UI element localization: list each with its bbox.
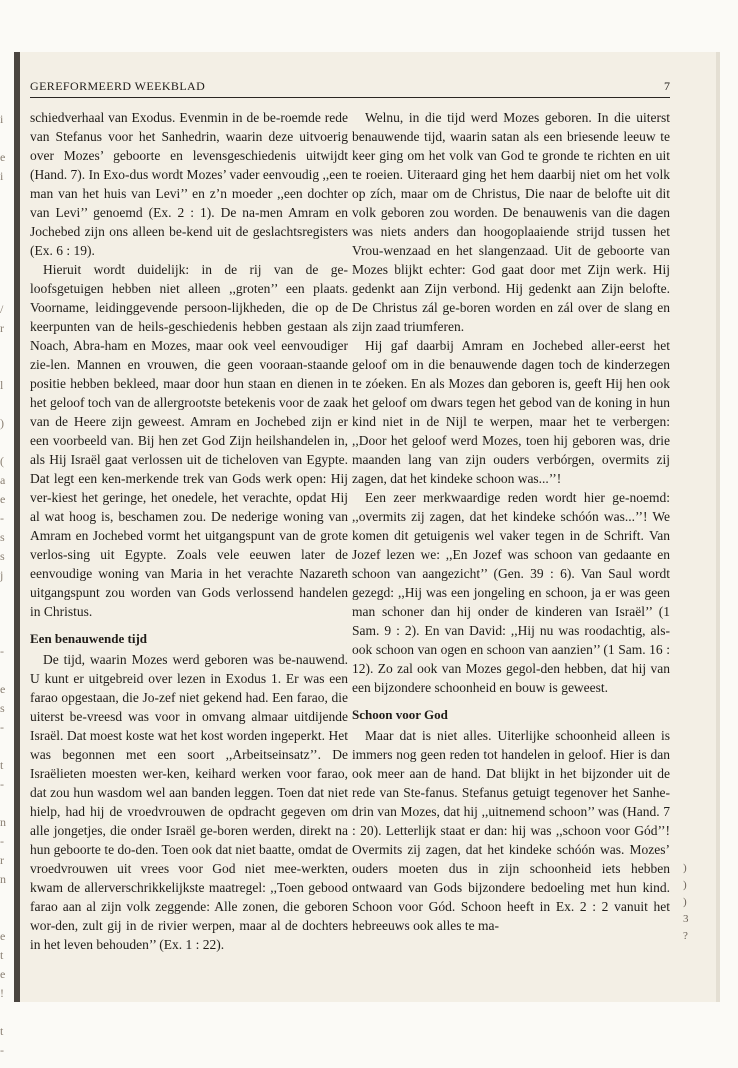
bleed-fragment: ) [683,879,687,891]
header-rule [30,97,670,98]
bleed-fragment: e [0,682,6,696]
paragraph: De tijd, waarin Mozes werd geboren was be-nauwend. U kunt er uitgebreid over lezen in Exodus 1. Er was een farao opgestaan, die Jo-zef niet gekend had. Een farao, die uiterst be-vreesd was voor in omvang almaar uitdijende Israël. Dat moest koste wat het kost worden ingeperkt. Het was begonnen met een soort ,,Arbeitseinsatz’’. De Israëlieten moesten wer-ken, keihard werken voor farao, dat zou hun wasdom wel aan banden leggen. Toen dat niet hielp, had hij de vroedvrouwen de opdracht gegeven om alle jongetjes, die onder Israël ge-boren werden, direkt na hun geboorte te do-den. Toen ook dat niet baatte, omdat de vroedvrouwen uit vrees voor God niet mee-werkten, kwam de allerverschrikkelijkste maatregel: ,,Toen gebood farao aan al zijn volk zeggende: Alle zonen, die geboren wor-den, zult gij in de rivier werpen, maar al de dochters in het leven behouden’’ (Ex. 1 : 22). [30,652,348,952]
bleed-fragment: - [0,644,4,658]
bleed-fragment [0,224,14,243]
paragraph: Hij gaf daarbij Amram en Jochebed aller-eerst het geloof om in die benauwende dagen toch de kinderzegen te zóeken. En als Mozes dan geboren is, geeft Hij hen ook het geloof om dwars tegen het gebod van de koning in hun kind niet in de Nijl te werpen, maar het te verbergen: ,,Door het geloof werd Mozes, toen hij geboren was, drie maanden lang van zijn ouders verbórgen, overmits zij zagen, dat het kindeke schoon was...’’! [352,338,670,486]
bleed-fragment: ) [683,896,687,908]
page-edge-shadow [716,52,720,1002]
bleed-fragment [0,1003,14,1022]
bleed-fragment: / [0,302,4,316]
bleed-fragment: r [0,321,4,335]
bleed-fragment: r [0,853,4,867]
bleed-fragment: - [0,720,4,734]
bleed-fragment: a [0,473,6,487]
bleed-fragment: ( [0,454,4,468]
bleed-fragment: s [0,701,5,715]
bleed-fragment [0,623,14,642]
bleed-fragment: ) [0,416,4,430]
bleed-fragment [0,908,14,927]
bleed-fragment: - [0,834,4,848]
bleed-fragment [0,395,14,414]
next-page-bleed [683,860,693,945]
bleed-fragment: i [0,169,4,183]
bleed-fragment [0,205,14,224]
right-column [352,108,670,935]
bleed-fragment: ! [0,986,4,1000]
bleed-fragment: 3 [683,913,689,925]
bleed-fragment: t [0,758,4,772]
section-heading: Schoon voor God [352,707,448,722]
section-heading: Een benauwende tijd [30,631,148,646]
paragraph: schiedverhaal van Exodus. Evenmin in de be-roemde rede van Stefanus voor het Sanhedrin, waarin deze uitvoerig over Mozes’ geboorte en levensgeschiedenis uitwijdt (Hand. 7). In Exo-dus wordt Mozes’ vader eenvoudig ,,een man van het huis van Levi’’ en z’n moeder ,,een dochter van Levi’’ genoemd (Ex. 2 : 1). De na-men Amram en Jochebed zijn ons alleen be-kend uit de geslachtsregisters (Ex. 6 : 19). [30,110,348,258]
bleed-fragment: - [0,1043,4,1057]
bleed-fragment [0,357,14,376]
binding-gutter [14,52,20,1002]
bleed-fragment: e [0,967,6,981]
bleed-fragment [0,281,14,300]
bleed-fragment [0,889,14,908]
bleed-fragment: t [0,948,4,962]
bleed-fragment: s [0,549,5,563]
paragraph: Maar dat is niet alles. Uiterlijke schoonheid alleen is immers nog geen reden tot handelen in geloof. Hier is dan ook meer aan de hand. Dat blijkt in het bijzonder uit de rede van Ste-fanus. Stefanus getuigt tegenover het Sanhe-drin van Mozes, dat hij ,,uitnemend schoon’’ was (Hand. 7 : 20). Letterlijk staat er dan: hij was ,,schoon voor Gód’’! Overmits zij zagen, dat het kindeke schóón was. Mozes’ ouders moeten dus in zijn schoonheid iets hebben ontwaard van Gods bijzondere bedoeling met hun kind. Schoon voor Gód. Schoon heeft in Ex. 2 : 2 vanuit het hebreeuws ook alles te ma- [352,728,670,933]
bleed-fragment [0,186,14,205]
paragraph: Een zeer merkwaardige reden wordt hier ge-noemd: ,,overmits zij zagen, dat het kindeke schóón was...’’! We komen dit getuigenis wel vaker tegen in de Schrift. Van Jozef lezen we: ,,En Jozef was schoon van gedaante en schoon van aangezicht’’ (Gen. 39 : 6). Van Saul wordt gezegd: ,,Hij was een jongeling en schoon, ja er was geen man schoner dan hij onder de kinderen van Israël’’ (1 Sam. 9 : 2). En van David: ,,Hij nu was roodachtig, als-ook schoon van ogen en schoon van aanzien’’ (1 Sam. 16 : 12). Zo zal ook van Mozes gegol-den hebben, dat hij van een bijzondere schoonheid en bouw is geweest. [352,490,670,695]
bleed-fragment: e [0,150,6,164]
bleed-fragment: t [0,1024,4,1038]
bleed-fragment: j [0,568,4,582]
running-header [30,79,670,95]
bleed-fragment [0,737,14,756]
bleed-fragment [0,585,14,604]
bleed-fragment: e [0,929,6,943]
bleed-fragment: n [0,815,6,829]
bleed-fragment [0,794,14,813]
bleed-fragment [0,433,14,452]
bleed-fragment: ) [683,862,687,874]
bleed-fragment [0,129,14,148]
bleed-fragment [0,338,14,357]
previous-page-bleed [0,110,14,1057]
bleed-fragment: ? [683,930,688,942]
bleed-fragment: s [0,530,5,544]
bleed-fragment [0,262,14,281]
bleed-fragment: n [0,872,6,886]
left-column [30,108,348,954]
bleed-fragment: i [0,112,4,126]
bleed-fragment: l [0,378,4,392]
bleed-fragment: - [0,511,4,525]
bleed-fragment [0,661,14,680]
bleed-fragment: e [0,492,6,506]
publication-title: GEREFORMEERD WEEKBLAD [30,79,206,93]
bleed-fragment [0,243,14,262]
paragraph: Hieruit wordt duidelijk: in de rij van de ge-loofsgetuigen hebben niet alleen ,,groten’’ een plaats. Voorname, leidinggevende persoon-lijkheden, die op de keerpunten van de heils-geschiedenis hebben gestaan als Noach, Abra-ham en Mozes, maar ook veel eenvoudiger zie-len. Mannen en vrouwen, die geen vooraan-staande positie hebben bekleed, maar door hun staan en dienen in het geloof toch van de allergrootste betekenis voor de zaak van de Heere zijn geweest. Amram en Jochebed zijn er een voorbeeld van. Bij hen zet God Zijn heilshandelen in, als Hij Israël gaat verlossen uit de ticheloven van Egypte. Dat legt een ken-merkende trek van Gods werk open: Hij ver-kiest het geringe, het onedele, het verachte, opdat Hij al wat hoog is, beschamen zou. De nederige woning van Amram en Jochebed vormt het uitgangspunt van de grote verlos-sing uit Egypte. Zoals vele eeuwen later de eenvoudige woning van Maria in het verachte Nazareth uitgangspunt zou worden van Gods verlossend handelen in Christus. [30,262,348,619]
bleed-fragment: - [0,777,4,791]
bleed-fragment [0,604,14,623]
paragraph: Welnu, in die tijd werd Mozes geboren. In die uiterst benauwende tijd, waarin satan als een briesende leeuw te keer ging om het volk van God te gronde te richten en uit te roeien. Uiteraard ging het hem daarbij niet om het volk op zích, maar om de Christus, Die naar de belofte uit dit volk geboren zou worden. De benauwenis van die dagen was niets anders dan hoogoplaaiende strijd tussen het Vrou-wenzaad en het slangenzaad. Uit de geboorte van Mozes blijkt echter: God gaat door met Zijn werk. Hij gedenkt aan Zijn verbond. Hij gedenkt aan Zijn belofte. De Christus zál ge-boren worden en zál over de slang en zijn zaad triumferen. [352,110,670,334]
page-number: 7 [664,79,670,93]
